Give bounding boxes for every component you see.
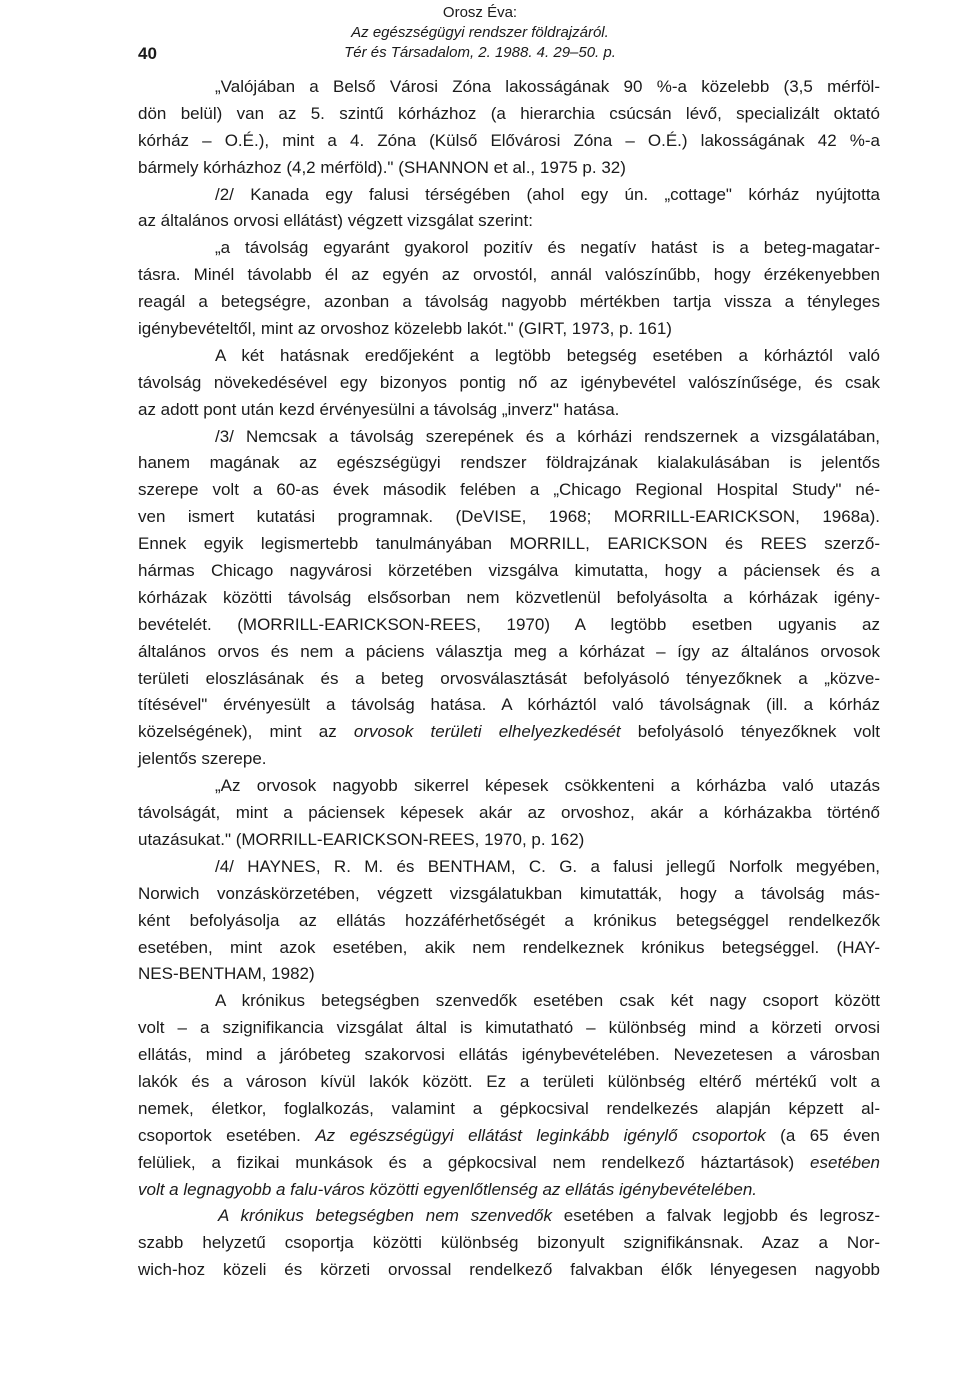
text-line: bevételét. (MORRILL-EARICKSON-REES, 1970) A legtöbb esetben ugyanis az (138, 614, 880, 634)
emphasis: A krónikus betegségben nem szenvedők (218, 1206, 552, 1226)
text-line: felüliek, a fizikai munkások és a gépkocsival nem rendelkező háztartások) esetében (138, 1152, 880, 1172)
text-line: /3/ Nemcsak a távolság szerepének és a kórházi rendszernek a vizsgálatában, (215, 426, 880, 446)
emphasis: Az egészségügyi ellátást leginkább igénylő csoportok (315, 1125, 766, 1145)
text-line: volt – a szignifikancia vizsgálat által is kimutatható – különbség mind a körzeti orvosi (138, 1018, 880, 1038)
text-line: tásra. Minél távolabb él az egyén az orvostól, annál valószínűbb, hogy érzékenyebben (138, 265, 880, 285)
text-line: dön belül) van az 5. szintű kórházhoz (a hierarchia csúcsán lévő, specializált oktató (138, 103, 880, 123)
paragraph (138, 988, 880, 1203)
text-line: hanem magának az egészségügyi rendszer földrajzának kialakulásában is jelentős (138, 453, 880, 473)
paragraph (138, 235, 880, 343)
text-line: utazásukat." (MORRILL-EARICKSON-REES, 1970, p. 162) (138, 829, 585, 849)
text-line: bármely kórházhoz (4,2 mérföld)." (SHANNON et al., 1975 p. 32) (138, 157, 626, 177)
header-author: Orosz Éva: (442, 4, 518, 21)
text-line: /4/ HAYNES, R. M. és BENTHAM, C. G. a falusi jellegű Norfolk megyében, (215, 856, 880, 876)
text-line: wich-hoz közeli és körzeti orvossal rendelkező falvakban élők lényegesen nagyobb (138, 1260, 880, 1280)
text-line: Norwich vonzáskörzetében, végzett vizsgálatukban kimutatták, hogy a távolság más- (138, 883, 880, 903)
text-line: jelentős szerepe. (138, 749, 267, 769)
text-line: távolság növekedésével egy bizonyos pontig nő az igénybevétel valószínűsége, és csak (138, 372, 880, 392)
text-line (138, 1177, 880, 1204)
text-line: ellátás, mind a járóbeteg szakorvosi ellátás igénybevételében. Nevezetesen a városban (138, 1045, 880, 1065)
text-line: „Az orvosok nagyobb sikerrel képesek csökkenteni a kórházba való utazás (215, 776, 880, 796)
paragraph (138, 182, 880, 236)
text-line: lakók és a városon kívül lakók között. Ez a területi különbség eltérő mértékű volt a (138, 1071, 880, 1091)
text-line: közelségének), mint az orvosok területi elhelyezkedését befolyásoló tényezőknek volt (138, 722, 880, 742)
text-line: nemek, életkor, foglalkozás, valamint a gépkocsival rendelkezés alapján képzett al- (138, 1098, 880, 1118)
emphasis: esetében (810, 1152, 880, 1172)
text-line: Ennek egyik legismertebb tanulmányában MORRILL, EARICKSON és REES szerző- (138, 534, 880, 554)
text-line: általános orvos és nem a páciens választja meg a kórházat – így az általános orvosok (138, 641, 880, 661)
text-line: A krónikus betegségben szenvedők esetében csak két nagy csoport között (215, 991, 880, 1011)
text-line: ként befolyásolja az ellátás hozzáférhetőségét a krónikus betegséggel rendelkezők (138, 910, 880, 930)
paragraph (138, 424, 880, 774)
text-line: „a távolság egyaránt gyakorol pozitív és negatív hatást is a beteg-magatar- (215, 238, 880, 258)
text-line: igénybevételtől, mint az orvoshoz közelebb lakót." (GIRT, 1973, p. 161) (138, 319, 672, 339)
text-line: szerepe volt a 60-as évek második felében a „Chicago Regional Hospital Study" né- (138, 480, 880, 500)
paragraph (138, 773, 880, 854)
text-line: „Valójában a Belső Városi Zóna lakosságának 90 %-a közelebb (3,5 mérföl- (215, 77, 880, 96)
text-line: csoportok esetében. Az egészségügyi ellátást leginkább igénylő csoportok (a 65 éven (138, 1125, 881, 1145)
text-line: esetében, mint azok esetében, akik nem rendelkeznek krónikus betegséggel. (HAY- (138, 937, 880, 957)
text-line: hármas Chicago nagyvárosi körzetében vizsgálva kimutatta, hogy a páciensek és a (138, 561, 880, 581)
header-title: Az egészségügyi rendszer földrajzáról. (351, 24, 609, 41)
emphasis: orvosok területi elhelyezkedését (353, 722, 621, 742)
emphasis: volt a legnagyobb a falu-város közötti egyenlőtlenség az ellátás igénybevételében. (138, 1179, 758, 1199)
text-line: szabb helyzetű csoportja közötti különbség bizonyult szignifikánsnak. Azaz a Nor- (138, 1233, 880, 1253)
text-line: A két hatásnak eredőjeként a legtöbb betegség esetében a kórháztól való (215, 345, 880, 365)
text-line: reagál a betegségre, azonban a távolság nagyobb mértékben tartja vissza a tényleges (138, 292, 880, 312)
paragraph (138, 1203, 880, 1284)
text-line: NES-BENTHAM, 1982) (138, 964, 315, 984)
page-number: 40 (138, 44, 157, 63)
text-line: ven ismert kutatási programnak. (DeVISE, 1968; MORRILL-EARICKSON, 1968a). (138, 507, 880, 527)
text-line: az adott pont után kezd érvényesülni a távolság „inverz" hatása. (138, 399, 620, 419)
text-line: kórházak közötti távolság elsősorban nem közvetlenül befolyásolta a kórházak igény- (138, 587, 880, 607)
text-line: A krónikus betegségben nem szenvedők esetében a falvak legjobb és legrosz- (218, 1206, 881, 1226)
header-citation: Tér és Társadalom, 2. 1988. 4. 29–50. p. (344, 44, 616, 61)
text-line: távolságát, mint a páciensek képesek akár az orvoshoz, akár a kórházakba történő (138, 803, 880, 823)
text-line: kórház – O.É.), mint a 4. Zóna (Külső Elővárosi Zóna – O.É.) lakosságának 42 %-a (138, 130, 880, 150)
paragraph (138, 343, 880, 424)
text-line: títésével" érvényesült a távolság hatása. A kórháztól való távolságnak (ill. a kórház (138, 695, 880, 715)
paragraph (138, 854, 880, 988)
text-line: területi eloszlásának és a beteg orvosválasztását befolyásoló tényezőknek a „közve- (138, 668, 880, 688)
body-text (138, 74, 880, 1284)
text-line: /2/ Kanada egy falusi térségében (ahol egy ún. „cottage" kórház nyújtotta (215, 184, 880, 204)
paragraph (138, 74, 880, 182)
text-line: az általános orvosi ellátást) végzett vizsgálat szerint: (138, 211, 533, 231)
